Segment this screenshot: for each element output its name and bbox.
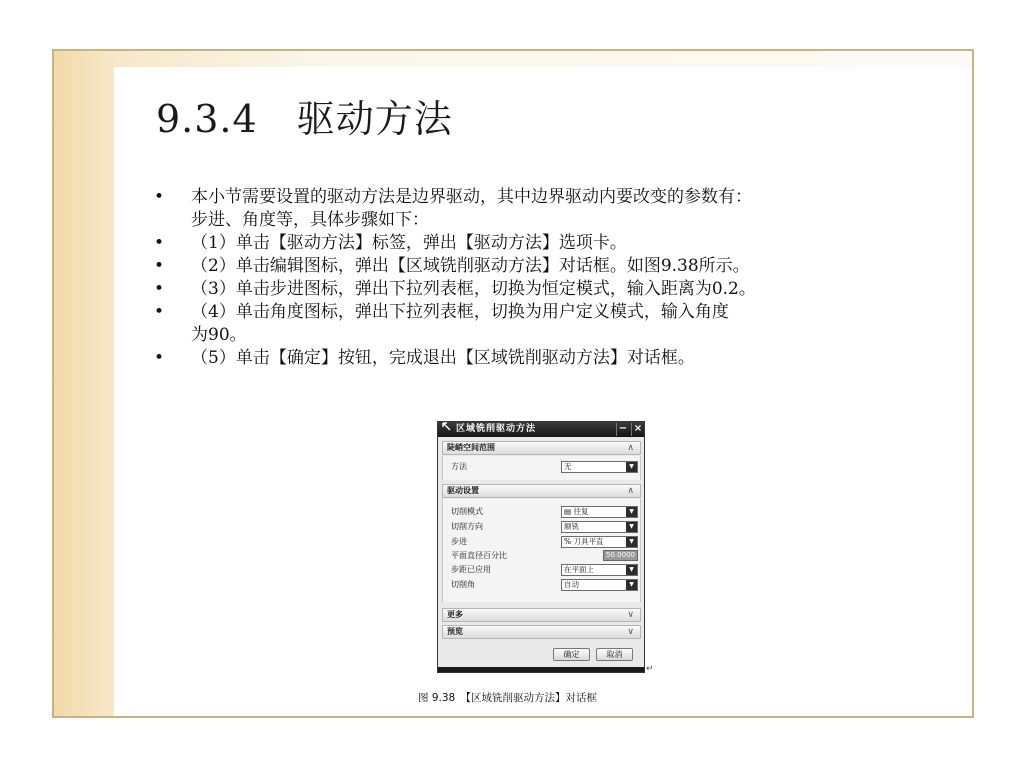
flat-diameter-label: 平面直径百分比	[451, 551, 507, 560]
bullet-continuation: 为90。	[191, 325, 247, 345]
drive-settings-body	[442, 499, 641, 602]
section-steep-range[interactable]: 陡峭空间范围 ∧	[442, 441, 641, 455]
steep-range-body	[442, 456, 641, 480]
flat-diameter-row	[451, 550, 641, 562]
close-icon[interactable]: ×	[631, 423, 644, 436]
chevron-down-icon: ▼	[626, 462, 637, 472]
stepover-applied-row	[451, 564, 641, 576]
stepover-applied-label: 步距已应用	[451, 565, 491, 574]
chevron-down-icon: ▼	[626, 537, 637, 547]
bullet-item: • （2）单击编辑图标，弹出【区域铣削驱动方法】对话框。如图9.38所示。	[153, 256, 750, 276]
cut-pattern-row	[451, 506, 641, 518]
method-select[interactable]: 无 ▼	[561, 461, 638, 473]
chevron-up-icon[interactable]: ∧	[627, 486, 634, 496]
cut-angle-label: 切削角	[451, 580, 475, 589]
cut-pattern-select[interactable]: ▤ 往复 ▼	[561, 506, 638, 518]
chevron-down-icon: ▼	[626, 507, 637, 517]
method-row	[451, 461, 641, 473]
area-milling-drive-dialog	[437, 421, 645, 673]
figure-caption: 图 9.38 【区域铣削驱动方法】对话框	[418, 692, 597, 704]
bullet-item: • （4）单击角度图标，弹出下拉列表框，切换为用户定义模式，输入角度	[153, 302, 729, 322]
bullet-dot: •	[153, 279, 165, 299]
flat-diameter-input[interactable]: 50.0000	[603, 550, 638, 561]
chevron-down-icon: ▼	[626, 565, 637, 575]
dialog-bottom-strip	[438, 667, 644, 672]
bullet-dot: •	[153, 302, 165, 322]
stepover-select[interactable]: % 刀具平直 ▼	[561, 536, 638, 548]
cut-pattern-label: 切削模式	[451, 507, 483, 516]
stepover-label: 步进	[451, 537, 467, 546]
stepover-applied-select[interactable]: 在平面上 ▼	[561, 564, 638, 576]
bullet-dot: •	[153, 233, 165, 253]
cut-direction-row	[451, 521, 641, 533]
chevron-down-icon: ▼	[626, 522, 637, 532]
dialog-title: 区域铣削驱动方法	[456, 424, 537, 434]
bullet-dot: •	[153, 187, 165, 207]
bullet-continuation: 步进、角度等，具体步骤如下：	[191, 210, 429, 230]
bullet-item: • 本小节需要设置的驱动方法是边界驱动，其中边界驱动内要改变的参数有：	[153, 187, 752, 207]
chevron-down-icon: ▼	[626, 580, 637, 590]
cut-direction-select[interactable]: 顺铣 ▼	[561, 521, 638, 533]
stepover-row	[451, 536, 641, 548]
bullet-item: • （5）单击【确定】按钮，完成退出【区域铣削驱动方法】对话框。	[153, 348, 695, 368]
dialog-titlebar[interactable]	[438, 422, 644, 437]
cancel-button[interactable]: 取消	[596, 648, 633, 661]
chevron-down-icon[interactable]: ∨	[627, 627, 634, 637]
bullet-dot: •	[153, 348, 165, 368]
return-mark-icon: ↵	[646, 664, 654, 674]
chevron-up-icon[interactable]: ∧	[627, 443, 634, 453]
bullet-item: • （3）单击步进图标，弹出下拉列表框，切换为恒定模式，输入距离为0.2。	[153, 279, 756, 299]
cut-direction-label: 切削方向	[451, 522, 483, 531]
section-preview[interactable]: 预览 ∨	[442, 625, 641, 639]
bullet-item: • （1）单击【驱动方法】标签，弹出【驱动方法】选项卡。	[153, 233, 627, 253]
ok-button[interactable]: 确定	[553, 648, 590, 661]
section-more[interactable]: 更多 ∨	[442, 608, 641, 622]
cut-angle-select[interactable]: 自动 ▼	[561, 579, 638, 591]
bullet-dot: •	[153, 256, 165, 276]
section-drive-settings[interactable]: 驱动设置 ∧	[442, 484, 641, 498]
arrow-icon	[442, 422, 452, 437]
cut-angle-row	[451, 579, 641, 591]
slide-title: 9.3.4 驱动方法	[156, 97, 453, 141]
chevron-down-icon[interactable]: ∨	[627, 610, 634, 620]
minimize-icon[interactable]: −	[616, 423, 629, 436]
bullet-list	[153, 186, 953, 370]
method-label: 方法	[451, 462, 467, 471]
